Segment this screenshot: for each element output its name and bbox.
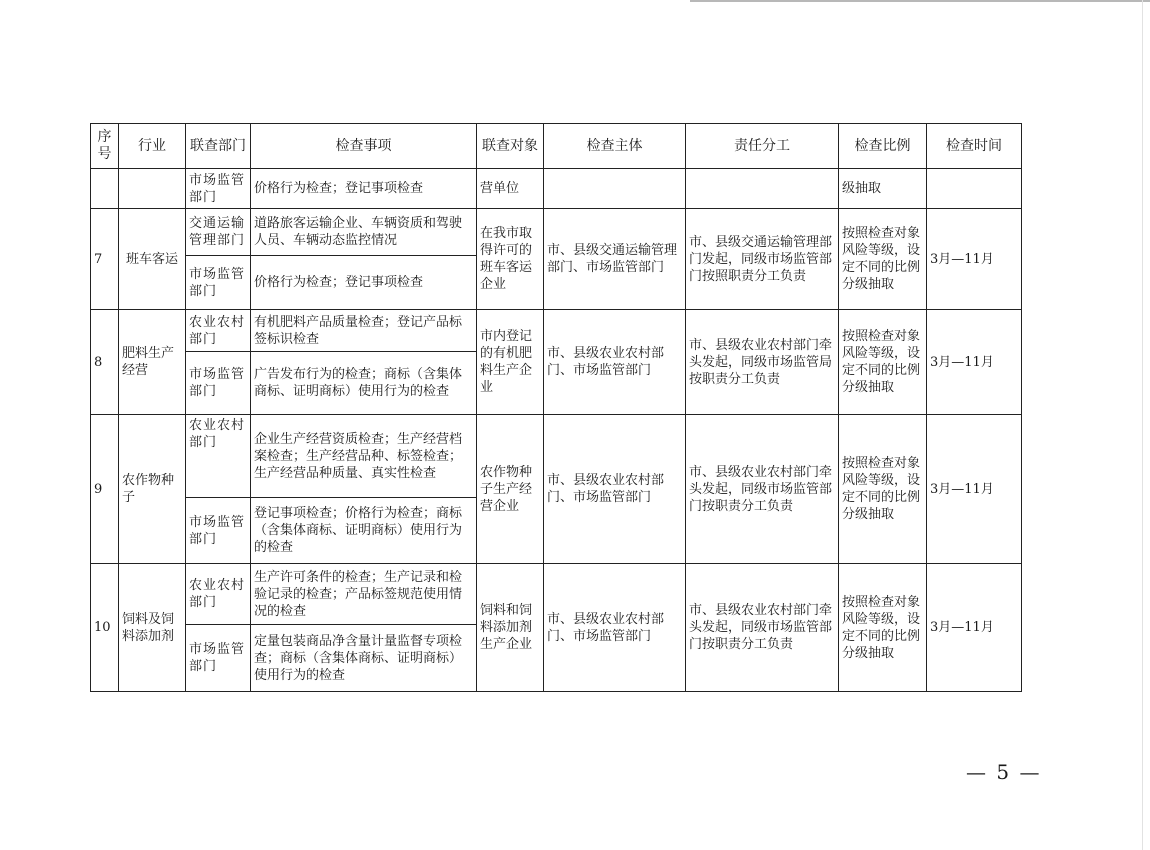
cell-subject: 市、县级农业农村部门、市场监管部门 (544, 310, 686, 415)
cell-no (91, 169, 119, 209)
cell-ratio: 级抽取 (839, 169, 927, 209)
table-header-row (91, 124, 1022, 169)
cell-items: 价格行为检查；登记事项检查 (251, 169, 477, 209)
cell-industry: 饲料及饲料添加剂 (119, 564, 186, 692)
header-subject: 检查主体 (544, 124, 686, 169)
table-row (91, 415, 1022, 498)
cell-dept: 市场监管部门 (186, 625, 251, 692)
cell-dept: 市场监管部门 (186, 256, 251, 310)
cell-no: 7 (91, 209, 119, 310)
header-object: 联查对象 (477, 124, 544, 169)
cell-items: 定量包装商品净含量计量监督专项检查；商标（含集体商标、证明商标）使用行为的检查 (251, 625, 477, 692)
cell-duty: 市、县级交通运输管理部门发起，同级市场监管部门按照职责分工负责 (686, 209, 839, 310)
cell-dept: 市场监管部门 (186, 169, 251, 209)
table-row (91, 310, 1022, 352)
header-dept: 联查部门 (186, 124, 251, 169)
scan-edge-right (1142, 0, 1143, 850)
cell-dept: 市场监管部门 (186, 352, 251, 415)
cell-object: 农作物种子生产经营企业 (477, 415, 544, 564)
cell-industry: 班车客运 (119, 209, 186, 310)
cell-ratio: 按照检查对象风险等级，设定不同的比例分级抽取 (839, 310, 927, 415)
cell-duty (686, 169, 839, 209)
header-duty: 责任分工 (686, 124, 839, 169)
header-time: 检查时间 (927, 124, 1022, 169)
cell-ratio: 按照检查对象风险等级，设定不同的比例分级抽取 (839, 415, 927, 564)
cell-no: 9 (91, 415, 119, 564)
table-row (91, 564, 1022, 625)
table-row (91, 169, 1022, 209)
cell-object: 在我市取得许可的班车客运企业 (477, 209, 544, 310)
cell-dept: 农业农村部门 (186, 310, 251, 352)
cell-time: 3月—11月 (927, 310, 1022, 415)
cell-items: 道路旅客运输企业、车辆资质和驾驶人员、车辆动态监控情况 (251, 209, 477, 256)
cell-object: 营单位 (477, 169, 544, 209)
cell-dept: 农业农村部门 (186, 564, 251, 625)
cell-items: 企业生产经营资质检查；生产经营档案检查；生产经营品种、标签检查；生产经营品种质量、真实性检查 (251, 415, 477, 498)
cell-subject: 市、县级农业农村部门、市场监管部门 (544, 564, 686, 692)
cell-dept: 交通运输管理部门 (186, 209, 251, 256)
cell-subject: 市、县级农业农村部门、市场监管部门 (544, 415, 686, 564)
cell-industry (119, 169, 186, 209)
cell-subject: 市、县级交通运输管理部门、市场监管部门 (544, 209, 686, 310)
cell-time (927, 169, 1022, 209)
cell-items: 广告发布行为的检查；商标（含集体商标、证明商标）使用行为的检查 (251, 352, 477, 415)
cell-no: 8 (91, 310, 119, 415)
cell-time: 3月—11月 (927, 415, 1022, 564)
header-items: 检查事项 (251, 124, 477, 169)
cell-items: 价格行为检查；登记事项检查 (251, 256, 477, 310)
table-row (91, 209, 1022, 256)
cell-industry: 肥料生产经营 (119, 310, 186, 415)
cell-object: 饲料和饲料添加剂生产企业 (477, 564, 544, 692)
cell-subject (544, 169, 686, 209)
cell-object: 市内登记的有机肥料生产企业 (477, 310, 544, 415)
scan-edge-top (690, 0, 1150, 2)
cell-dept: 市场监管部门 (186, 498, 251, 564)
inspection-table (90, 123, 1022, 692)
cell-time: 3月—11月 (927, 564, 1022, 692)
page-number: — 5 — (966, 760, 1042, 784)
cell-industry: 农作物种子 (119, 415, 186, 564)
cell-duty: 市、县级农业农村部门牵头发起，同级市场监管局按职责分工负责 (686, 310, 839, 415)
cell-items: 生产许可条件的检查；生产记录和检验记录的检查；产品标签规范使用情况的检查 (251, 564, 477, 625)
cell-items: 有机肥料产品质量检查；登记产品标签标识检查 (251, 310, 477, 352)
cell-items: 登记事项检查；价格行为检查；商标（含集体商标、证明商标）使用行为的检查 (251, 498, 477, 564)
cell-duty: 市、县级农业农村部门牵头发起，同级市场监管部门按职责分工负责 (686, 415, 839, 564)
header-industry: 行业 (119, 124, 186, 169)
cell-ratio: 按照检查对象风险等级，设定不同的比例分级抽取 (839, 209, 927, 310)
cell-dept: 农业农村部门 (186, 415, 251, 498)
cell-duty: 市、县级农业农村部门牵头发起，同级市场监管部门按职责分工负责 (686, 564, 839, 692)
cell-time: 3月—11月 (927, 209, 1022, 310)
header-ratio: 检查比例 (839, 124, 927, 169)
cell-no: 10 (91, 564, 119, 692)
header-no: 序号 (91, 124, 119, 169)
cell-ratio: 按照检查对象风险等级，设定不同的比例分级抽取 (839, 564, 927, 692)
